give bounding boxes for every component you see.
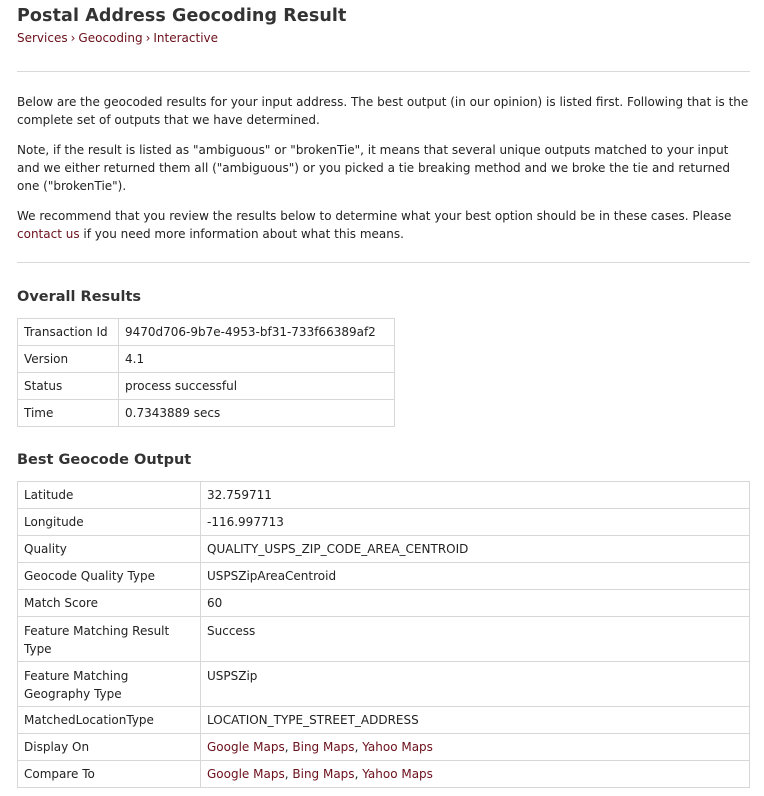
- row-label: Compare To: [18, 761, 201, 788]
- table-row: [18, 707, 750, 734]
- breadcrumb: [17, 31, 218, 45]
- table-row: [18, 617, 750, 662]
- link-separator: ,: [284, 740, 289, 754]
- row-label: Latitude: [18, 482, 201, 509]
- row-label: Quality: [18, 536, 201, 563]
- row-value: USPSZipAreaCentroid: [201, 563, 750, 590]
- row-value: process successful: [119, 373, 395, 400]
- breadcrumb-separator: ›: [70, 31, 76, 45]
- display-on-yahoo-maps-link[interactable]: Yahoo Maps: [362, 740, 433, 754]
- row-label: Feature Matching Result Type: [18, 617, 201, 662]
- compare-to-yahoo-maps-link[interactable]: Yahoo Maps: [362, 767, 433, 781]
- row-label: Version: [18, 346, 119, 373]
- table-row: [18, 509, 750, 536]
- table-row: [18, 346, 395, 373]
- row-label: Longitude: [18, 509, 201, 536]
- row-value: [201, 761, 750, 788]
- best-geocode-heading: Best Geocode Output: [17, 452, 192, 468]
- row-value: QUALITY_USPS_ZIP_CODE_AREA_CENTROID: [201, 536, 750, 563]
- row-value: LOCATION_TYPE_STREET_ADDRESS: [201, 707, 750, 734]
- table-row: [18, 373, 395, 400]
- display-on-bing-maps-link[interactable]: Bing Maps: [292, 740, 355, 754]
- row-value: -116.997713: [201, 509, 750, 536]
- compare-to-bing-maps-link[interactable]: Bing Maps: [292, 767, 355, 781]
- row-value: 60: [201, 590, 750, 617]
- table-row: [18, 319, 395, 346]
- breadcrumb-services[interactable]: Services: [17, 31, 68, 45]
- table-row: [18, 400, 395, 427]
- row-value: USPSZip: [201, 662, 750, 707]
- row-label: MatchedLocationType: [18, 707, 201, 734]
- intro-paragraph-1: Below are the geocoded results for your input address. The best output (in our opinion) is listed first. Following that is the complete set of outputs that we have determined.: [17, 95, 749, 127]
- table-row: [18, 482, 750, 509]
- breadcrumb-interactive[interactable]: Interactive: [153, 31, 219, 45]
- row-value: [201, 734, 750, 761]
- row-value: Success: [201, 617, 750, 662]
- breadcrumb-geocoding[interactable]: Geocoding: [78, 31, 143, 45]
- best-geocode-table: [17, 481, 750, 788]
- row-label: Display On: [18, 734, 201, 761]
- breadcrumb-separator: ›: [145, 31, 151, 45]
- contact-us-link[interactable]: contact us: [17, 227, 80, 241]
- page-title: Postal Address Geocoding Result: [17, 6, 347, 26]
- compare-to-google-maps-link[interactable]: Google Maps: [207, 767, 285, 781]
- table-row: [18, 536, 750, 563]
- row-label: Transaction Id: [18, 319, 119, 346]
- intro-text: We recommend that you review the results below to determine what your best option should be in these cases. Please: [17, 209, 732, 223]
- table-row: [18, 590, 750, 617]
- table-row: [18, 734, 750, 761]
- row-value: 4.1: [119, 346, 395, 373]
- link-separator: ,: [354, 740, 359, 754]
- link-separator: ,: [284, 767, 289, 781]
- row-value: 32.759711: [201, 482, 750, 509]
- row-label: Match Score: [18, 590, 201, 617]
- table-row: [18, 662, 750, 707]
- overall-results-table: [17, 318, 395, 427]
- display-on-google-maps-link[interactable]: Google Maps: [207, 740, 285, 754]
- intro-paragraph-2: Note, if the result is listed as "ambiguous" or "brokenTie", it means that several unique outputs matched to your input and we either returned them all ("ambiguous") or you picked a tie breaking method and we broke the tie and returned one ("brokenTie").: [17, 143, 731, 193]
- row-label: Status: [18, 373, 119, 400]
- table-row: [18, 761, 750, 788]
- overall-results-heading: Overall Results: [17, 289, 142, 305]
- row-label: Geocode Quality Type: [18, 563, 201, 590]
- intro-text: if you need more information about what this means.: [79, 227, 404, 241]
- divider: [17, 262, 750, 263]
- row-label: Feature Matching Geography Type: [18, 662, 201, 707]
- divider: [17, 71, 750, 72]
- row-label: Time: [18, 400, 119, 427]
- table-row: [18, 563, 750, 590]
- intro-paragraph-3: [17, 207, 750, 243]
- link-separator: ,: [354, 767, 359, 781]
- row-value: 0.7343889 secs: [119, 400, 395, 427]
- row-value: 9470d706-9b7e-4953-bf31-733f66389af2: [119, 319, 395, 346]
